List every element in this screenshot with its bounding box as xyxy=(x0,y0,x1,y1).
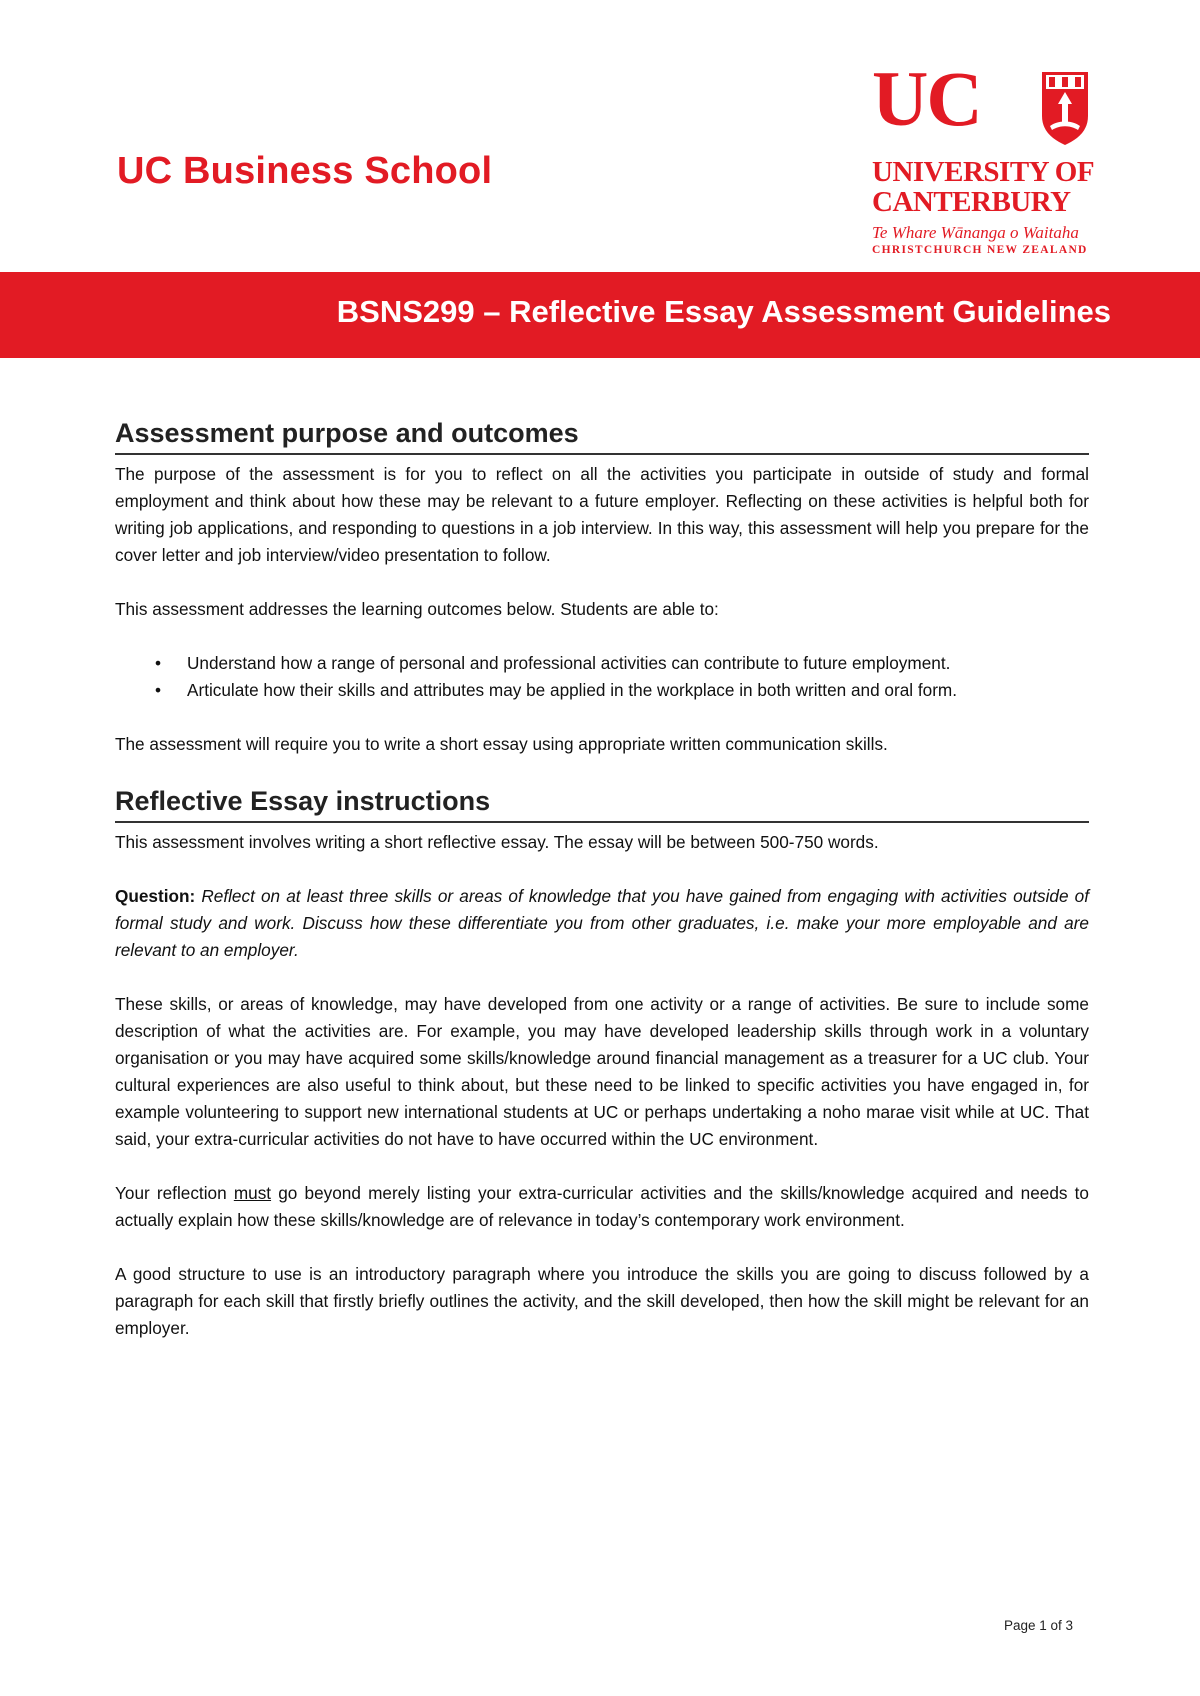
logo-city: CHRISTCHURCH NEW ZEALAND xyxy=(872,244,1088,256)
school-title: UC Business School xyxy=(117,150,493,192)
section-heading: Reflective Essay instructions xyxy=(115,786,1089,823)
logo-mark: UC xyxy=(872,55,981,142)
document-body xyxy=(115,418,1089,1342)
paragraph: Your reflection must go beyond merely listing your extra-curricular activities and the skills/knowledge acquired and needs to actually explain how these skills/knowledge are of relevance in today’s contemporary work environment. xyxy=(115,1183,1089,1230)
learning-outcomes-list xyxy=(115,650,1089,704)
paragraph: The purpose of the assessment is for you to reflect on all the activities you participate in outside of study and formal employment and think about how these may be relevant to a future employer. Reflecting on these activities is helpful both for writing job applications, and responding to questions in a job interview. In this way, this assessment will help you prepare for the cover letter and job interview/video presentation to follow. xyxy=(115,464,1089,565)
document-title: BSNS299 – Reflective Essay Assessment Guidelines xyxy=(336,294,1111,329)
page-number: Page 1 of 3 xyxy=(1003,1618,1073,1633)
paragraph: These skills, or areas of knowledge, may have developed from one activity or a range of activities. Be sure to include some description of what the activities are. For example, you may have developed leadership skills through work in a voluntary organisation or you may have acquired some skills/knowledge around financial management as a treasurer for a UC club. Your cultural experiences are also useful to think about, but these need to be linked to specific activities you have engaged in, for example volunteering to support new international students at UC or perhaps undertaking a noho marae visit while at UC. That said, your extra-curricular activities do not have to have occurred within the UC environment. xyxy=(115,994,1089,1149)
university-crest-icon xyxy=(1040,70,1090,146)
bullet-icon: • xyxy=(155,653,162,673)
section-assessment-purpose xyxy=(115,418,1089,758)
logo-name-line2: CANTERBURY xyxy=(872,186,1071,218)
logo-name-line1: UNIVERSITY OF xyxy=(872,156,1095,188)
essay-question xyxy=(115,883,1089,964)
section-essay-instructions xyxy=(115,786,1089,1342)
question-text: Reflect on at least three skills or areas of knowledge that you have gained from engaging with activities outside of formal study and work. Discuss how these differentiate you from other graduates, i.e. make your more employable and are relevant to an employer. xyxy=(115,886,1089,960)
question-label: Question: xyxy=(115,886,196,906)
list-item: • Articulate how their skills and attributes may be applied in the workplace in both written and oral form. xyxy=(115,677,1089,704)
title-banner xyxy=(0,272,1200,358)
bullet-icon: • xyxy=(155,680,162,700)
list-item: • Understand how a range of personal and professional activities can contribute to future employment. xyxy=(115,650,1089,677)
emphasis-must: must xyxy=(233,1183,272,1203)
section-heading: Assessment purpose and outcomes xyxy=(115,418,1089,455)
paragraph: This assessment addresses the learning outcomes below. Students are able to: xyxy=(115,599,719,619)
university-logo xyxy=(872,55,1112,256)
paragraph: A good structure to use is an introductory paragraph where you introduce the skills you are going to discuss followed by a paragraph for each skill that firstly briefly outlines the activity, and the skill developed, then how the skill might be relevant for an employer. xyxy=(115,1264,1089,1338)
paragraph: This assessment involves writing a short reflective essay. The essay will be between 500-750 words. xyxy=(115,832,879,852)
logo-maori-name: Te Whare Wānanga o Waitaha xyxy=(872,223,1079,242)
paragraph: The assessment will require you to write a short essay using appropriate written communication skills. xyxy=(115,734,888,754)
